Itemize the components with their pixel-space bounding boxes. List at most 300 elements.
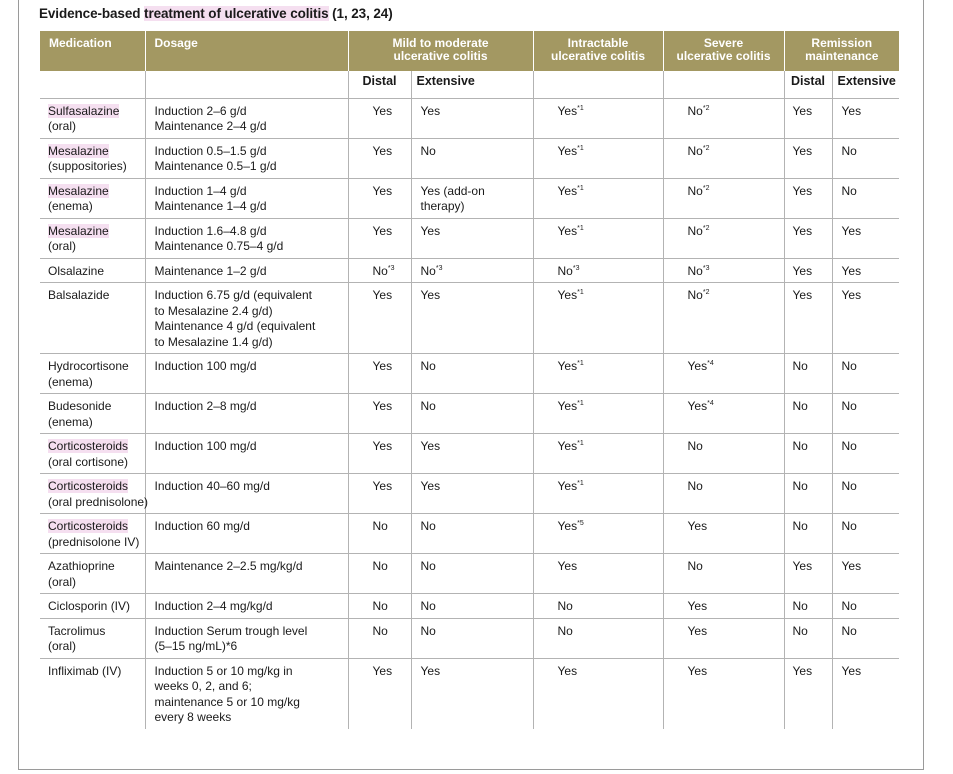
cell-mild-distal xyxy=(348,514,411,554)
cell-medication xyxy=(40,283,145,354)
cell-intractable xyxy=(533,434,663,474)
cell-remission-distal-value: No xyxy=(792,479,808,493)
cell-severe-value: No xyxy=(687,479,703,493)
cell-severe-value: Yes xyxy=(687,623,708,638)
cell-severe xyxy=(663,594,784,619)
cell-mild-extensive xyxy=(411,178,533,218)
cell-remission-distal xyxy=(784,258,832,283)
cell-severe xyxy=(663,218,784,258)
table-row xyxy=(40,98,899,138)
cell-mild-extensive-value: No xyxy=(420,599,436,613)
cell-remission-extensive-value: No xyxy=(841,399,857,413)
cell-mild-distal xyxy=(348,618,411,658)
cell-severe xyxy=(663,514,784,554)
header-severe: Severe ulcerative colitis xyxy=(663,31,784,71)
footnote-marker: *1 xyxy=(577,184,584,192)
cell-mild-extensive xyxy=(411,594,533,619)
cell-mild-extensive xyxy=(411,354,533,394)
cell-mild-distal-value: Yes xyxy=(372,439,393,453)
footnote-marker: *3 xyxy=(702,264,710,272)
dosage-line: weeks 0, 2, and 6; xyxy=(154,679,252,693)
cell-severe-value: Yes xyxy=(687,663,708,678)
cell-mild-distal-value: Yes xyxy=(372,143,393,158)
footnote-marker: *1 xyxy=(577,224,584,232)
title-highlight[interactable]: treatment of ulcerative colitis xyxy=(144,6,329,21)
cell-dosage xyxy=(145,178,348,218)
cell-intractable-value: Yes xyxy=(557,183,578,198)
cell-medication xyxy=(40,98,145,138)
subheader-empty-1 xyxy=(40,71,145,98)
cell-mild-extensive-value: Yes xyxy=(420,439,441,453)
medication-name[interactable]: Corticosteroids xyxy=(48,439,129,453)
dosage-line: (5–15 ng/mL)*6 xyxy=(154,639,238,653)
dosage-line: Maintenance 1–4 g/d xyxy=(154,199,267,213)
cell-medication xyxy=(40,258,145,283)
cell-remission-extensive xyxy=(832,434,899,474)
cell-mild-distal xyxy=(348,354,411,394)
cell-mild-distal xyxy=(348,98,411,138)
cell-medication xyxy=(40,178,145,218)
cell-medication xyxy=(40,554,145,594)
cell-remission-extensive-value: Yes xyxy=(841,223,862,238)
cell-dosage xyxy=(145,218,348,258)
cell-severe-value: No xyxy=(687,103,703,118)
medication-route: (oral) xyxy=(48,119,77,133)
cell-dosage xyxy=(145,474,348,514)
medication-name[interactable]: Corticosteroids xyxy=(48,519,129,533)
cell-medication xyxy=(40,514,145,554)
table-row xyxy=(40,658,899,729)
medication-name[interactable]: Mesalazine xyxy=(48,143,109,158)
dosage-line: Induction Serum trough level xyxy=(154,623,308,638)
cell-medication xyxy=(40,594,145,619)
medication-name: Budesonide xyxy=(48,399,112,413)
cell-remission-extensive xyxy=(832,258,899,283)
subheader-empty-2 xyxy=(145,71,348,98)
cell-intractable xyxy=(533,474,663,514)
cell-medication xyxy=(40,618,145,658)
footnote-marker: *1 xyxy=(577,360,584,367)
footnote-marker: *2 xyxy=(702,104,710,112)
cell-medication xyxy=(40,434,145,474)
cell-mild-extensive-value: No xyxy=(420,143,436,158)
dosage-line: Induction 2–6 g/d xyxy=(154,103,247,118)
dosage-line: Induction 100 mg/d xyxy=(154,359,257,373)
cell-remission-distal xyxy=(784,98,832,138)
cell-remission-distal xyxy=(784,594,832,619)
cell-mild-distal-value: No xyxy=(372,263,388,278)
dosage-line: Maintenance 0.75–4 g/d xyxy=(154,239,284,253)
medication-route: (oral cortisone) xyxy=(48,454,129,469)
cell-severe-value: Yes xyxy=(687,519,708,533)
cell-remission-distal-value: Yes xyxy=(792,183,813,198)
dosage-line: Induction 100 mg/d xyxy=(154,439,257,453)
cell-intractable xyxy=(533,98,663,138)
cell-medication xyxy=(40,394,145,434)
dosage-line: Maintenance 4 g/d (equivalent xyxy=(154,319,316,333)
cell-severe xyxy=(663,474,784,514)
cell-intractable-value: Yes xyxy=(557,143,578,158)
cell-dosage xyxy=(145,618,348,658)
header-remission: Remission maintenance xyxy=(784,31,899,71)
medication-name[interactable]: Corticosteroids xyxy=(48,479,129,493)
cell-intractable-value: Yes xyxy=(557,519,578,533)
cell-mild-extensive-value: No xyxy=(420,519,436,533)
cell-remission-extensive xyxy=(832,554,899,594)
cell-mild-extensive-value: No xyxy=(420,359,436,373)
cell-mild-extensive-value: No xyxy=(420,263,436,278)
cell-remission-distal xyxy=(784,218,832,258)
cell-remission-extensive-value: Yes xyxy=(841,663,862,678)
cell-remission-distal xyxy=(784,434,832,474)
medication-route: (enema) xyxy=(48,199,93,213)
footnote-marker: *3 xyxy=(387,264,395,272)
medication-route: (suppositories) xyxy=(48,159,127,173)
cell-severe xyxy=(663,283,784,354)
cell-mild-extensive-value: Yes xyxy=(420,479,441,493)
medication-name[interactable]: Sulfasalazine xyxy=(48,103,120,118)
medication-name: Ciclosporin (IV) xyxy=(48,599,131,613)
subheader-empty-4 xyxy=(663,71,784,98)
table-title xyxy=(39,6,393,21)
medication-name: Balsalazide xyxy=(48,288,110,302)
cell-dosage xyxy=(145,138,348,178)
table-row xyxy=(40,618,899,658)
cell-intractable-value: No xyxy=(557,599,573,613)
dosage-line: Maintenance 1–2 g/d xyxy=(154,263,267,278)
table-row xyxy=(40,594,899,619)
cell-severe xyxy=(663,554,784,594)
cell-severe xyxy=(663,98,784,138)
cell-dosage xyxy=(145,594,348,619)
medication-name: Azathioprine xyxy=(48,559,115,573)
cell-remission-distal xyxy=(784,554,832,594)
cell-remission-distal xyxy=(784,354,832,394)
cell-mild-extensive-value: Yes xyxy=(420,288,441,302)
cell-mild-extensive xyxy=(411,218,533,258)
cell-remission-extensive xyxy=(832,178,899,218)
cell-remission-distal xyxy=(784,283,832,354)
cell-mild-extensive xyxy=(411,394,533,434)
cell-intractable-value: Yes xyxy=(557,439,578,453)
cell-severe-value: No xyxy=(687,559,703,573)
dosage-line: to Mesalazine 1.4 g/d) xyxy=(154,334,273,349)
cell-mild-extensive-value: Yes (add-on xyxy=(420,183,485,198)
cell-remission-distal-value: Yes xyxy=(792,263,813,278)
footnote-marker: *1 xyxy=(577,480,584,487)
cell-severe xyxy=(663,434,784,474)
table-row xyxy=(40,394,899,434)
cell-severe xyxy=(663,178,784,218)
cell-mild-distal-value: No xyxy=(372,623,388,638)
cell-remission-extensive xyxy=(832,354,899,394)
cell-intractable-value: Yes xyxy=(557,559,578,573)
medication-route: (prednisolone IV) xyxy=(48,534,140,549)
medication-name[interactable]: Mesalazine xyxy=(48,183,109,198)
cell-remission-extensive-value: No xyxy=(841,519,857,533)
dosage-line: Induction 2–8 mg/d xyxy=(154,399,257,413)
cell-mild-extensive-value: Yes xyxy=(420,223,441,238)
cell-remission-extensive xyxy=(832,474,899,514)
cell-dosage xyxy=(145,98,348,138)
cell-mild-extensive xyxy=(411,514,533,554)
footnote-marker: *4 xyxy=(707,400,714,407)
cell-remission-extensive-value: No xyxy=(841,183,857,198)
footnote-marker: *1 xyxy=(577,440,584,447)
cell-medication xyxy=(40,138,145,178)
medication-route: (enema) xyxy=(48,414,93,429)
header-intractable: Intractable ulcerative colitis xyxy=(533,31,663,71)
cell-intractable xyxy=(533,394,663,434)
table-row xyxy=(40,178,899,218)
cell-remission-extensive-value: No xyxy=(841,599,857,613)
table-row xyxy=(40,434,899,474)
cell-mild-distal xyxy=(348,434,411,474)
cell-intractable-value: Yes xyxy=(557,223,578,238)
cell-mild-distal-value: Yes xyxy=(372,399,393,413)
cell-remission-distal-value: No xyxy=(792,623,808,638)
cell-remission-extensive-value: No xyxy=(841,623,857,638)
cell-severe xyxy=(663,618,784,658)
subheader-distal-2: Distal xyxy=(784,71,832,98)
medication-name[interactable]: Mesalazine xyxy=(48,223,109,238)
cell-remission-extensive xyxy=(832,283,899,354)
cell-severe xyxy=(663,258,784,283)
cell-mild-distal xyxy=(348,554,411,594)
cell-intractable xyxy=(533,178,663,218)
subheader-distal: Distal xyxy=(348,71,411,98)
cell-mild-extensive xyxy=(411,283,533,354)
cell-medication xyxy=(40,218,145,258)
cell-severe-value: Yes xyxy=(687,599,708,613)
cell-remission-extensive xyxy=(832,98,899,138)
cell-intractable xyxy=(533,138,663,178)
subheader-empty-3 xyxy=(533,71,663,98)
cell-remission-extensive xyxy=(832,594,899,619)
cell-mild-distal xyxy=(348,394,411,434)
cell-intractable xyxy=(533,354,663,394)
table-row xyxy=(40,354,899,394)
footnote-marker: *2 xyxy=(702,289,710,296)
medication-name: Olsalazine xyxy=(48,263,105,278)
cell-remission-distal-value: No xyxy=(792,599,808,613)
cell-remission-extensive xyxy=(832,138,899,178)
dosage-line: Maintenance 2–4 g/d xyxy=(154,119,267,133)
cell-mild-distal xyxy=(348,258,411,283)
cell-mild-extensive-value: Yes xyxy=(420,663,441,678)
cell-severe xyxy=(663,138,784,178)
medication-route: (oral prednisolone) xyxy=(48,494,149,509)
subheader-extensive: Extensive xyxy=(411,71,533,98)
cell-mild-extensive-value: therapy) xyxy=(420,199,465,213)
cell-remission-distal-value: Yes xyxy=(792,288,813,302)
cell-severe-value: No xyxy=(687,143,703,158)
cell-intractable-value: Yes xyxy=(557,359,578,373)
cell-medication xyxy=(40,658,145,729)
cell-intractable xyxy=(533,258,663,283)
cell-mild-extensive-value: Yes xyxy=(420,103,441,118)
cell-remission-distal-value: Yes xyxy=(792,143,813,158)
cell-mild-distal-value: Yes xyxy=(372,479,393,493)
cell-intractable-value: No xyxy=(557,263,573,278)
cell-mild-distal-value: Yes xyxy=(372,183,393,198)
header-mild: Mild to moderate ulcerative colitis xyxy=(348,31,533,71)
footnote-marker: *2 xyxy=(702,144,710,152)
cell-intractable xyxy=(533,618,663,658)
footnote-marker: *4 xyxy=(707,360,714,367)
cell-dosage xyxy=(145,554,348,594)
table-row xyxy=(40,258,899,283)
medication-route: (enema) xyxy=(48,374,93,389)
medication-name: Infliximab (IV) xyxy=(48,663,122,678)
cell-severe-value: Yes xyxy=(687,399,708,413)
cell-dosage xyxy=(145,258,348,283)
medication-route: (oral) xyxy=(48,639,77,653)
footnote-marker: *1 xyxy=(577,104,584,112)
cell-mild-distal xyxy=(348,138,411,178)
cell-mild-distal-value: No xyxy=(372,599,388,613)
cell-mild-extensive xyxy=(411,618,533,658)
table-row xyxy=(40,514,899,554)
cell-mild-distal xyxy=(348,474,411,514)
cell-remission-extensive-value: Yes xyxy=(841,288,862,302)
cell-remission-distal-value: No xyxy=(792,519,808,533)
dosage-line: Induction 40–60 mg/d xyxy=(154,479,270,493)
subheader-extensive-2: Extensive xyxy=(832,71,899,98)
cell-mild-extensive xyxy=(411,474,533,514)
cell-intractable xyxy=(533,658,663,729)
header-dosage: Dosage xyxy=(145,31,348,71)
cell-intractable-value: Yes xyxy=(557,663,578,678)
cell-intractable-value: Yes xyxy=(557,479,578,493)
cell-remission-distal xyxy=(784,658,832,729)
cell-remission-distal xyxy=(784,514,832,554)
dosage-line: Induction 6.75 g/d (equivalent xyxy=(154,288,312,302)
cell-intractable xyxy=(533,554,663,594)
dosage-line: Induction 1–4 g/d xyxy=(154,183,247,198)
cell-dosage xyxy=(145,394,348,434)
treatment-table xyxy=(40,31,899,729)
cell-medication xyxy=(40,474,149,514)
footnote-marker: *2 xyxy=(702,224,710,232)
cell-remission-distal-value: Yes xyxy=(792,103,813,118)
cell-severe-value: No xyxy=(687,288,703,302)
cell-mild-extensive xyxy=(411,258,533,283)
footnote-marker: *2 xyxy=(702,184,710,192)
cell-intractable-value: Yes xyxy=(557,288,578,302)
dosage-line: Induction 2–4 mg/kg/d xyxy=(154,599,273,613)
cell-remission-distal-value: No xyxy=(792,359,808,373)
cell-mild-distal-value: Yes xyxy=(372,288,393,302)
cell-intractable-value: Yes xyxy=(557,103,578,118)
cell-mild-distal-value: No xyxy=(372,519,388,533)
cell-remission-extensive xyxy=(832,514,899,554)
cell-intractable xyxy=(533,283,663,354)
cell-remission-distal xyxy=(784,474,832,514)
dosage-line: to Mesalazine 2.4 g/d) xyxy=(154,303,273,318)
cell-remission-distal-value: Yes xyxy=(792,223,813,238)
dosage-line: every 8 weeks xyxy=(154,710,232,724)
cell-remission-extensive-value: No xyxy=(841,359,857,373)
footnote-marker: *3 xyxy=(435,264,443,272)
cell-medication xyxy=(40,354,145,394)
cell-mild-extensive-value: No xyxy=(420,399,436,413)
dosage-line: maintenance 5 or 10 mg/kg xyxy=(154,694,300,709)
cell-remission-extensive-value: No xyxy=(841,143,857,158)
dosage-line: Maintenance 0.5–1 g/d xyxy=(154,159,277,173)
cell-mild-distal-value: Yes xyxy=(372,359,393,373)
cell-mild-extensive-value: No xyxy=(420,559,436,573)
table-row xyxy=(40,474,899,514)
dosage-line: Induction 0.5–1.5 g/d xyxy=(154,143,267,158)
cell-severe xyxy=(663,658,784,729)
cell-severe-value: Yes xyxy=(687,359,708,373)
cell-mild-distal xyxy=(348,658,411,729)
table-row xyxy=(40,283,899,354)
table-body xyxy=(40,98,899,729)
cell-remission-distal-value: Yes xyxy=(792,559,813,573)
dosage-line: Induction 1.6–4.8 g/d xyxy=(154,223,267,238)
table-row xyxy=(40,554,899,594)
dosage-line: Induction 5 or 10 mg/kg in xyxy=(154,663,293,678)
cell-remission-extensive xyxy=(832,618,899,658)
cell-dosage xyxy=(145,434,348,474)
cell-mild-extensive-value: No xyxy=(420,623,436,638)
cell-dosage xyxy=(145,283,348,354)
cell-mild-distal xyxy=(348,218,411,258)
cell-dosage xyxy=(145,658,348,729)
table-row xyxy=(40,218,899,258)
cell-remission-distal xyxy=(784,394,832,434)
medication-route: (oral) xyxy=(48,239,77,253)
cell-remission-distal xyxy=(784,138,832,178)
cell-intractable-value: Yes xyxy=(557,399,578,413)
cell-mild-extensive xyxy=(411,138,533,178)
cell-mild-extensive xyxy=(411,98,533,138)
cell-intractable xyxy=(533,594,663,619)
cell-mild-distal xyxy=(348,283,411,354)
footnote-marker: *1 xyxy=(577,144,584,152)
cell-remission-extensive xyxy=(832,658,899,729)
cell-severe xyxy=(663,394,784,434)
cell-severe-value: No xyxy=(687,263,703,278)
cell-intractable-value: No xyxy=(557,623,573,638)
medication-name: Tacrolimus xyxy=(48,623,106,638)
cell-severe xyxy=(663,354,784,394)
dosage-line: Induction 60 mg/d xyxy=(154,519,250,533)
title-prefix: Evidence-based xyxy=(39,6,145,21)
cell-remission-extensive xyxy=(832,218,899,258)
cell-mild-distal xyxy=(348,594,411,619)
cell-severe-value: No xyxy=(687,439,703,453)
header-medication: Medication xyxy=(40,31,145,71)
footnote-marker: *5 xyxy=(577,520,584,527)
dosage-line: Maintenance 2–2.5 mg/kg/d xyxy=(154,559,303,573)
cell-severe-value: No xyxy=(687,223,703,238)
cell-remission-extensive-value: No xyxy=(841,479,857,493)
footnote-marker: *1 xyxy=(577,289,584,296)
cell-mild-distal-value: Yes xyxy=(372,223,393,238)
cell-mild-distal xyxy=(348,178,411,218)
cell-remission-distal xyxy=(784,618,832,658)
medication-name: Hydrocortisone xyxy=(48,359,129,373)
cell-remission-distal-value: No xyxy=(792,439,808,453)
cell-remission-extensive xyxy=(832,394,899,434)
cell-severe-value: No xyxy=(687,183,703,198)
cell-remission-distal-value: No xyxy=(792,399,808,413)
cell-dosage xyxy=(145,514,348,554)
cell-intractable xyxy=(533,218,663,258)
